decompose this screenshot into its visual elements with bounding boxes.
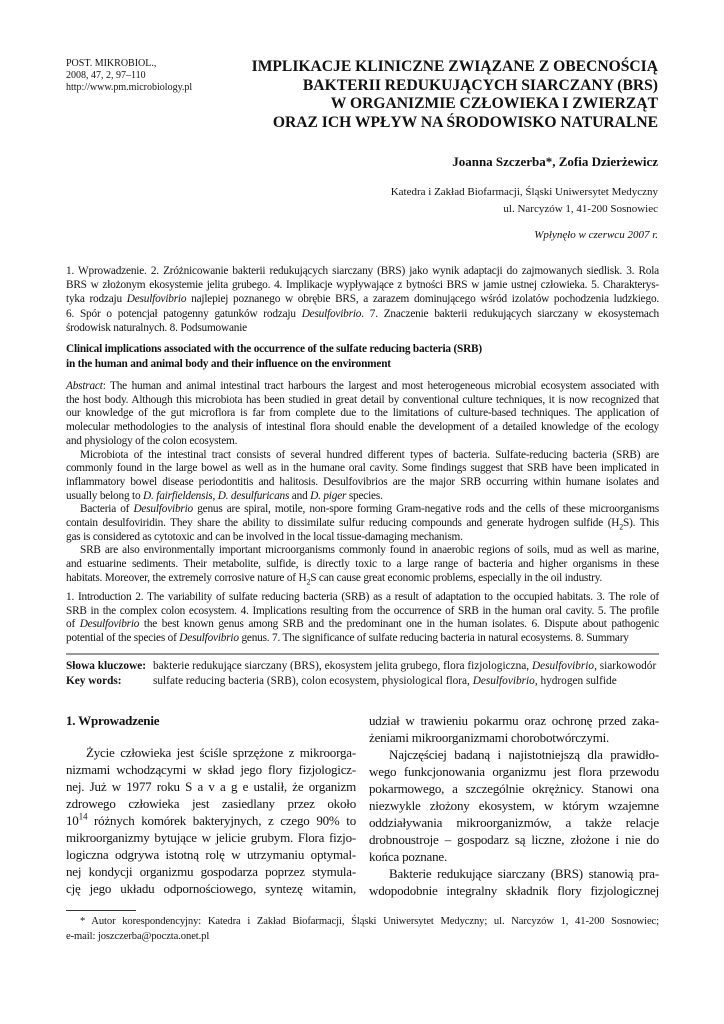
text-run: , siarkowodór: [594, 660, 657, 672]
english-title-line: Clinical implications associated with the occurrence of the sulfate reducing bacteria (SRB): [66, 343, 482, 355]
text-line: [369, 712, 659, 729]
italic-text: Desulfovibrio: [531, 660, 595, 672]
english-title: [66, 342, 659, 372]
text-run: SRB are also environmentally important microorganisms commonly found in anaerobic regions of soils, mud as well as marine,: [80, 544, 659, 557]
text-run: końca poznane.: [369, 849, 448, 864]
italic-text: Desulfovibrio: [133, 503, 193, 516]
text-line: [66, 846, 356, 863]
keywords-pl: [153, 659, 656, 674]
text-run: różnych komórek bakteryjnych, z czego 90% to: [87, 813, 356, 828]
abstract: [66, 380, 659, 586]
affiliation-line: Katedra i Zakład Biofarmacji, Śląski Uniwersytet Medyczny: [390, 186, 658, 198]
section-heading: 1. Wprowadzenie: [66, 713, 160, 728]
left-column-text: [66, 744, 356, 897]
keywords: [66, 659, 666, 689]
text-line: [369, 780, 659, 797]
text-line: [66, 380, 659, 394]
text-run: Microbiota of the intestinal tract consists of several hundred different types of bacteria. Sulfate-reducing bacteria (SRB) are: [80, 448, 659, 461]
text-run: e-mail: joszczerba@poczta.onet.pl: [66, 931, 210, 942]
text-line: [369, 848, 659, 865]
text-line: [66, 531, 659, 545]
received-date: Wpłynęło w czerwcu 2007 r.: [534, 229, 658, 241]
italic-text: Desulfovibrio: [126, 293, 187, 306]
text-line: [66, 278, 659, 292]
text-run: S can cause great economic problems, especially in the oil industry.: [310, 571, 603, 584]
text-run: species.: [346, 489, 383, 502]
text-run: * Autor korespondencyjny: Katedra i Zakład Biofarmacji, Śląski Uniwersytet Medyczny; ul. Narcyzów 1, 41-200 Sosnowiec;: [80, 916, 659, 927]
contents-english: [66, 591, 659, 646]
text-run: wdopodobnie integralny składnik flory fizjologicznej: [369, 883, 659, 898]
text-line: [66, 572, 659, 586]
text-run: gas is considered as cytotoxic and can be involved in the local tissue-damaging mechanism.: [66, 530, 463, 543]
english-title-line: in the human and animal body and their influence on the environment: [66, 358, 391, 370]
italic-text: D. fairfieldensis, D. desulfuricans: [143, 489, 290, 502]
right-column: [369, 712, 659, 899]
text-line: [66, 490, 659, 504]
text-run: Bacteria of: [80, 503, 134, 516]
footnote: [66, 914, 659, 944]
text-line: [369, 746, 659, 763]
text-run: sulfate reducing bacteria (SRB), colon ecosystem, physiological flora,: [153, 675, 473, 687]
text-run: 1. Wprowadzenie. 2. Zróżnicowanie bakterii redukujących siarczany (BRS) jako wynik adaptacji do zajmowanych siedlisk. 3. Rola: [66, 265, 659, 277]
article-title: [218, 58, 658, 132]
text-line: [66, 476, 659, 490]
text-run: 10: [66, 813, 79, 828]
text-line: [66, 407, 659, 421]
text-run: wego funkcjonowania organizmu jest flora przewodu: [369, 764, 659, 779]
text-run: zdrowego człowieka jest zasiedlany przez około: [66, 796, 356, 811]
text-line: [66, 421, 659, 435]
superscript: 14: [78, 811, 88, 822]
text-run: nej. Już w 1977 roku S a v a g e ustalił, że organizm: [66, 779, 356, 794]
text-line: [66, 435, 659, 449]
text-line: [369, 729, 659, 746]
text-line: [66, 544, 659, 558]
title-line: ORAZ ICH WPŁYW NA ŚRODOWISKO NATURALNE: [272, 113, 658, 131]
left-column: [66, 712, 356, 897]
text-run: usually belong to: [66, 489, 144, 502]
journal-url[interactable]: http://www.pm.microbiology.pl: [66, 82, 193, 93]
text-line: [66, 517, 659, 531]
text-run: commonly found in the large bowel as well as in the humane oral cavity. Some findings suggest that SRB have been implicated in: [66, 462, 659, 475]
text-run: 6. Spór o potencjał patogenny gatunków rodzaju: [66, 307, 302, 320]
text-line: [66, 863, 356, 880]
keywords-en: [153, 674, 617, 689]
text-run: 1. Introduction 2. The variability of sulfate reducing bacteria (SRB) as a result of adaptation to the occupied habitats. 3. The role of: [66, 591, 659, 603]
text-line: [66, 778, 356, 795]
text-run: bakterie redukujące siarczany (BRS), ekosystem jelita grubego, flora fizjologiczna,: [153, 660, 532, 672]
text-run: molecular methodologies to the analysis of intestinal flora should enable the development of a detailed knowledge of the ecology: [66, 421, 659, 434]
text-line: [66, 618, 659, 632]
journal-volume: 2008, 47, 2, 97–110: [66, 70, 146, 81]
text-run: udział w trawieniu pokarmu oraz ochronę przed zaka-: [369, 713, 659, 728]
text-line: [66, 605, 659, 619]
text-line: [66, 449, 659, 463]
text-line: [66, 880, 356, 897]
text-run: . 7. Znaczenie bakterii redukujących siarczany w ekosystemach: [361, 307, 659, 320]
text-line: [66, 812, 356, 829]
text-line: [66, 558, 659, 572]
text-line: [66, 503, 659, 517]
text-run: Życie człowieka jest ściśle sprzężone z mikroorga-: [86, 745, 356, 760]
text-run: and physiology of the colon ecosystem.: [66, 434, 238, 447]
title-line: IMPLIKACJE KLINICZNE ZWIĄZANE Z OBECNOŚCIĄ: [251, 58, 658, 75]
journal-citation: [66, 58, 192, 94]
journal-name: POST. MIKROBIOL.,: [66, 58, 157, 69]
text-run: drobnoustroje – gospodarz są liczne, złożone i nie do: [369, 832, 659, 847]
text-line: [66, 829, 356, 846]
text-line: [66, 591, 659, 605]
text-run: środowisk naturalnych. 8. Podsumowanie: [66, 321, 247, 334]
text-run: logiczna odgrywa istotną rolę w utrzymaniu optymal-: [66, 847, 356, 862]
affiliation-line: ul. Narcyzów 1, 41-200 Sosnowiec: [503, 203, 658, 215]
text-run: pokarmowego, a szczególnie okrężnicy. Stanowi ona: [369, 781, 659, 796]
text-run: the host body. Although this microbiota has been studied in great detail by conventional culture techniques, it is now recognized that: [66, 393, 659, 406]
text-run: nej kondycji organizmu gospodarza poprzez stymula-: [66, 864, 356, 879]
text-line: [66, 264, 659, 278]
text-run: tyka rodzaju: [66, 293, 127, 306]
italic-text: Abstract: [66, 380, 103, 392]
authors: Joanna Szczerba*, Zofia Dzierżewicz: [452, 154, 658, 169]
keywords-divider: [66, 653, 659, 655]
text-run: genus. 7. The significance of sulfate reducing bacteria in natural ecosystems. 8. Summary: [238, 632, 629, 645]
text-run: Najczęściej badaną i najistotniejszą dla prawidło-: [389, 747, 659, 762]
text-run: niezwykle złożony ekosystem, w którym wzajemne: [369, 798, 659, 813]
text-line: [369, 814, 659, 831]
text-run: mikroorganizmy bytujące w jelicie grubym. Flora fizjo-: [66, 830, 356, 845]
text-run: oddziaływania mikroorganizmów, a także relacje: [369, 815, 659, 830]
keywords-en-label: Key words:: [66, 675, 122, 687]
text-line: [66, 795, 356, 812]
text-run: BRS w złożonym ekosystemie jelita grubego. 4. Implikacje wypływające z bytności BRS w jamie ustnej człowieka. 5. Charakterys-: [66, 279, 659, 292]
text-line: [66, 292, 659, 306]
text-line: [66, 929, 659, 944]
text-line: [66, 394, 659, 408]
text-run: : The human and animal intestinal tract harbours the largest and most heterogeneous microbial ecosystem associated with: [102, 380, 659, 392]
text-run: habitats. Moreover, the extremely corrosive nature of H: [66, 571, 307, 584]
text-line: [66, 321, 659, 335]
text-line: [369, 865, 659, 882]
subscript: 2: [619, 522, 623, 532]
text-run: our knowledge of the gut microflora is far from complete due to the limitations of culture-based techniques. The application of: [66, 407, 659, 420]
text-run: S). This: [623, 517, 659, 530]
italic-text: Desulfovibrio: [179, 632, 239, 645]
text-run: and: [289, 489, 311, 502]
text-run: potential of the species of: [66, 632, 180, 645]
text-run: SRB in the complex colon ecosystem. 4. Implications resulting from the occurrence of SRB in the human oral cavity. 5. The profile: [66, 604, 659, 617]
text-run: the best known genus among SRB and the predominant one in the human isolates. 6. Dispute about pathogenic: [139, 618, 659, 631]
text-run: cję jego układu odpornościowego, syntezę witamin,: [66, 881, 356, 896]
subscript: 2: [306, 577, 311, 587]
text-line: [66, 761, 356, 778]
text-run: contain desulfoviridin. They share the ability to dissimilate sulfur reducing compounds and generate hydrogen sulfide (H: [66, 517, 620, 530]
text-run: nizmami wchodzącymi w skład jego flory fizjologicz-: [66, 762, 356, 777]
text-line: [66, 307, 659, 321]
text-run: żeniami mikroorganizmami chorobotwórczymi.: [369, 730, 610, 745]
text-line: [369, 763, 659, 780]
text-run: genus are spiral, motile, non-spore forming Gram-negative rods and the cells of these microorganisms: [192, 503, 659, 516]
italic-text: Desulfovibrio: [79, 618, 140, 631]
text-run: inflammatory bowel disease periodontitis and halitosis. Desulfovibrios are the major SRB occurring within humane isolates and: [66, 475, 659, 488]
text-line: [369, 882, 659, 899]
text-run: of: [66, 618, 80, 631]
title-line: BAKTERII REDUKUJĄCYCH SIARCZANY (BRS): [302, 76, 658, 94]
text-line: [66, 914, 659, 929]
text-line: [369, 831, 659, 848]
text-line: [66, 462, 659, 476]
italic-text: D. piger: [310, 489, 347, 502]
italic-text: Desulfovibrio: [472, 675, 535, 687]
footnote-divider: [66, 910, 136, 911]
text-run: , hydrogen sulfide: [534, 675, 617, 687]
text-run: and estuarine sediments. Their metabolite, sulfide, is directly toxic to a large range of bacteria and higher organisms in these: [66, 558, 659, 571]
text-line: [369, 797, 659, 814]
italic-text: Desulfovibrio: [301, 307, 362, 320]
text-run: najlepiej poznanego w obrębie BRS, a zarazem dominującego wśród izolatów pochodzenia ludzkiego.: [186, 293, 660, 306]
affiliation: [391, 184, 658, 218]
keywords-pl-label: Słowa kluczowe:: [66, 660, 147, 672]
text-line: [66, 744, 356, 761]
text-line: [66, 632, 659, 646]
contents-polish: [66, 264, 659, 335]
title-line: W ORGANIZMIE CZŁOWIEKA I ZWIERZĄT: [330, 95, 658, 113]
text-run: Bakterie redukujące siarczany (BRS) stanowią pra-: [389, 866, 659, 881]
